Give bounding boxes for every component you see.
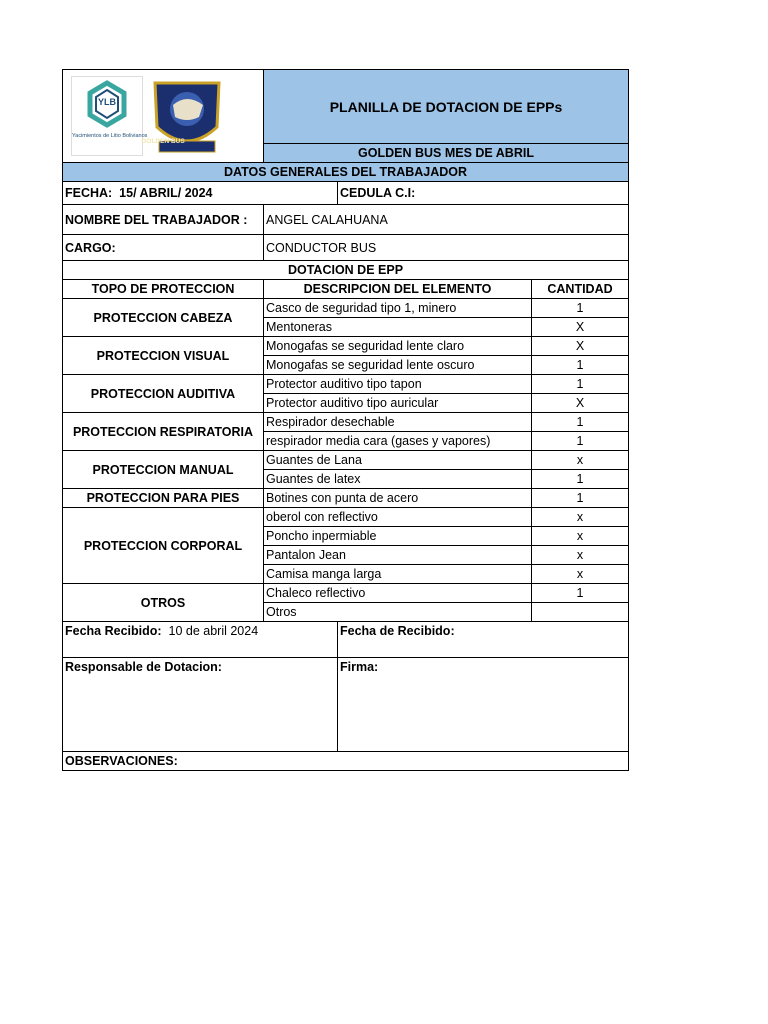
- fecha-de-recibido-label: Fecha de Recibido:: [338, 622, 629, 658]
- desc-cell: Mentoneras: [264, 318, 532, 337]
- table-row: [63, 451, 629, 470]
- table-row: [63, 413, 629, 432]
- cant-cell: 1: [532, 356, 629, 375]
- tipo-cell: PROTECCION AUDITIVA: [63, 375, 264, 413]
- ylb-logo-mark: YLB: [98, 97, 116, 107]
- desc-cell: Camisa manga larga: [264, 565, 532, 584]
- tipo-cell: PROTECCION CABEZA: [63, 299, 264, 337]
- table-row: [63, 508, 629, 527]
- cant-cell: 1: [532, 489, 629, 508]
- tipo-cell: OTROS: [63, 584, 264, 622]
- firma-label: Firma:: [338, 658, 629, 752]
- table-row: [63, 375, 629, 394]
- golden-bus-logo-text: GOLDEN BUS: [141, 138, 185, 145]
- nombre-value: ANGEL CALAHUANA: [264, 205, 629, 235]
- cant-cell: X: [532, 337, 629, 356]
- desc-cell: Monogafas se seguridad lente claro: [264, 337, 532, 356]
- tipo-cell: PROTECCION PARA PIES: [63, 489, 264, 508]
- desc-cell: Protector auditivo tipo auricular: [264, 394, 532, 413]
- observaciones-label: OBSERVACIONES:: [63, 752, 629, 771]
- tipo-cell: PROTECCION VISUAL: [63, 337, 264, 375]
- cant-cell: 1: [532, 432, 629, 451]
- dotacion-section-title: DOTACION DE EPP: [63, 261, 629, 280]
- fecha-recibido-field: [63, 622, 338, 658]
- cant-cell: x: [532, 546, 629, 565]
- cargo-label: CARGO:: [63, 235, 264, 261]
- table-row: [63, 337, 629, 356]
- cant-cell: 1: [532, 375, 629, 394]
- form-title: PLANILLA DE DOTACION DE EPPs: [264, 70, 629, 144]
- cant-cell: x: [532, 527, 629, 546]
- cant-cell: X: [532, 394, 629, 413]
- desc-cell: Respirador desechable: [264, 413, 532, 432]
- datos-section-title: DATOS GENERALES DEL TRABAJADOR: [63, 163, 629, 182]
- cedula-label: CEDULA C.I:: [338, 182, 629, 205]
- golden-bus-logo: [141, 75, 225, 157]
- cant-cell: X: [532, 318, 629, 337]
- epp-form-table: [62, 69, 629, 771]
- cant-cell: [532, 603, 629, 622]
- fecha-value: 15/ ABRIL/ 2024: [119, 186, 213, 200]
- tipo-cell: PROTECCION MANUAL: [63, 451, 264, 489]
- ylb-logo-text: Yacimientos de Litio Bolivianos: [72, 133, 148, 139]
- tipo-cell: PROTECCION CORPORAL: [63, 508, 264, 584]
- desc-cell: oberol con reflectivo: [264, 508, 532, 527]
- col-header-tipo: TOPO DE PROTECCION: [63, 280, 264, 299]
- desc-cell: Guantes de latex: [264, 470, 532, 489]
- fecha-recibido-value: 10 de abril 2024: [168, 624, 259, 638]
- tipo-cell: PROTECCION RESPIRATORIA: [63, 413, 264, 451]
- cant-cell: x: [532, 565, 629, 584]
- form-subtitle: GOLDEN BUS MES DE ABRIL: [264, 144, 629, 163]
- cant-cell: 1: [532, 470, 629, 489]
- nombre-label: NOMBRE DEL TRABAJADOR :: [63, 205, 264, 235]
- desc-cell: Casco de seguridad tipo 1, minero: [264, 299, 532, 318]
- desc-cell: Poncho inpermiable: [264, 527, 532, 546]
- desc-cell: Monogafas se seguridad lente oscuro: [264, 356, 532, 375]
- cargo-value: CONDUCTOR BUS: [264, 235, 629, 261]
- desc-cell: Otros: [264, 603, 532, 622]
- desc-cell: Pantalon Jean: [264, 546, 532, 565]
- cant-cell: x: [532, 508, 629, 527]
- col-header-desc: DESCRIPCION DEL ELEMENTO: [264, 280, 532, 299]
- desc-cell: Botines con punta de acero: [264, 489, 532, 508]
- logos-cell: [63, 70, 264, 163]
- epp-form-sheet: [62, 69, 628, 771]
- desc-cell: Chaleco reflectivo: [264, 584, 532, 603]
- desc-cell: Guantes de Lana: [264, 451, 532, 470]
- table-row: [63, 299, 629, 318]
- responsable-label: Responsable de Dotacion:: [63, 658, 338, 752]
- desc-cell: Protector auditivo tipo tapon: [264, 375, 532, 394]
- cant-cell: 1: [532, 413, 629, 432]
- fecha-field: [63, 182, 338, 205]
- table-row: [63, 489, 629, 508]
- desc-cell: respirador media cara (gases y vapores): [264, 432, 532, 451]
- cant-cell: 1: [532, 299, 629, 318]
- fecha-label: FECHA:: [65, 186, 113, 200]
- fecha-recibido-label: Fecha Recibido:: [65, 624, 162, 638]
- cant-cell: 1: [532, 584, 629, 603]
- table-row: [63, 584, 629, 603]
- col-header-cant: CANTIDAD: [532, 280, 629, 299]
- cant-cell: x: [532, 451, 629, 470]
